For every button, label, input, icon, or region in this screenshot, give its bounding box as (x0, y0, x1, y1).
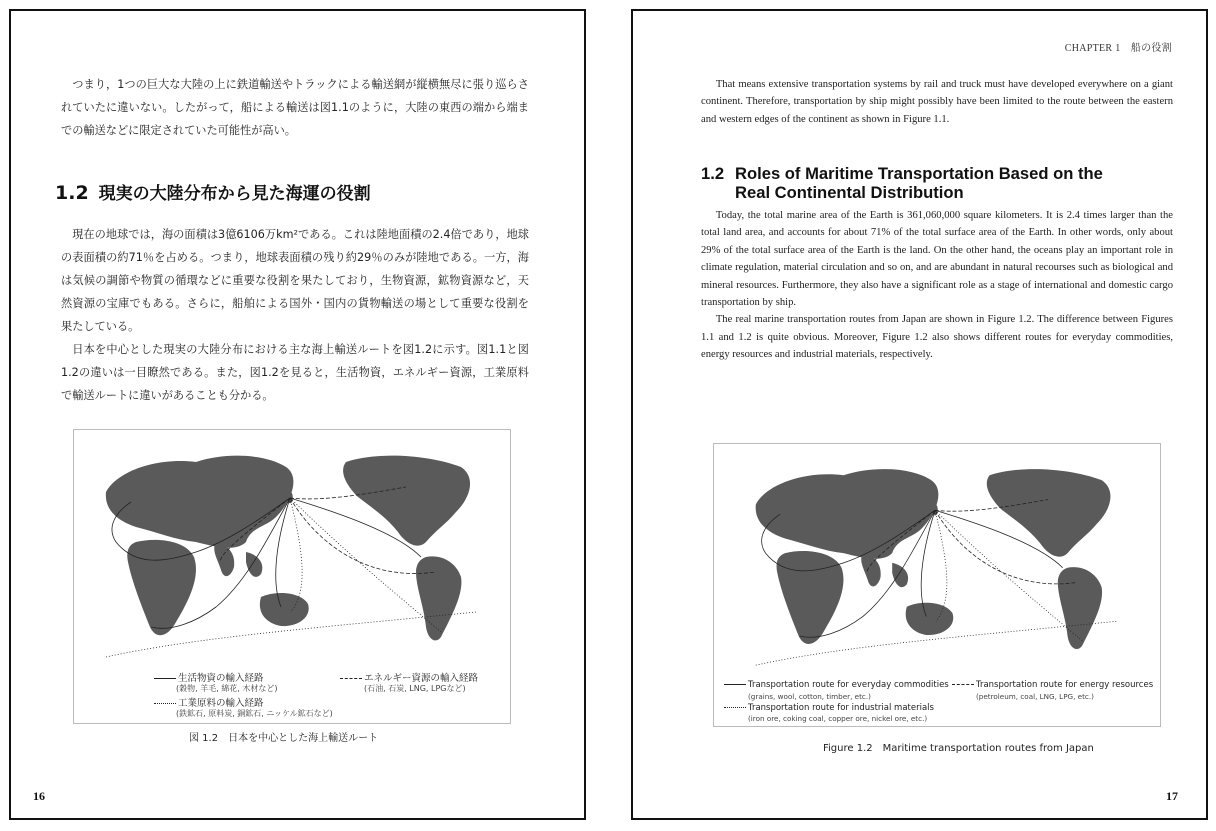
en-heading-line2: Real Continental Distribution (735, 183, 964, 202)
jp-figure-map (73, 429, 511, 724)
jp-body-text (61, 223, 529, 407)
en-figure-map (713, 443, 1161, 727)
en-paragraph-1: That means extensive transportation systems by rail and truck must have developed everywhere on a giant continent. Therefore, transportation by ship might possibly have been limited to the route between the eastern and western edges of the continent as shown in Figure 1.1. (701, 79, 1173, 125)
jp-section-heading (55, 179, 371, 204)
legend-industrial: 工業原料の輸入経路 (154, 695, 264, 709)
legend-everyday: 生活物資の輸入経路 (154, 670, 264, 684)
en-intro-paragraph (701, 76, 1173, 128)
en-body-text (701, 207, 1173, 364)
page-number: 16 (33, 789, 45, 803)
right-page (631, 9, 1208, 820)
en-paragraph-3: The real marine transportation routes from Japan are shown in Figure 1.2. The difference between Figures 1.1 and 1.2 is quite obvious. Moreover, Figure 1.2 also shows different routes for everyday commodities, energy resources and industrial materials, respectively. (701, 314, 1173, 361)
legend-energy-sub: (petroleum, coal, LNG, LPG, etc.) (976, 692, 1094, 701)
en-paragraph-2: Today, the total marine area of the Earth is 361,060,000 square kilometers. It is 2.4 times larger than the total land area, and accounts for about 71% of the total surface area of the Earth. In other words, only about 29% of the total surface area of the Earth is the land. On the other hand, the oceans play an important role in climate regulation, material circulation and so on, and are abundant in natural recourses such as biological and mineral resources. Furthermore, they also have a significant role as a stage of international and domestic cargo transportation by ship. (701, 210, 1173, 309)
jp-heading-number: 1.2 (55, 182, 89, 204)
en-figure-caption: Figure 1.2 Maritime transportation routes from Japan (823, 743, 1094, 754)
legend-industrial-sub: (iron ore, coking coal, copper ore, nickel ore, etc.) (748, 714, 928, 723)
en-heading-number: 1.2 (701, 164, 725, 183)
jp-paragraph-1: つまり，1つの巨大な大陸の上に鉄道輸送やトラックによる輸送網が縦横無尽に張り巡らされていたに違いない。したがって，船による輸送は図1.1のように，大陸の東西の端から端までの輸送などに限定されていた可能性が高い。 (61, 78, 529, 137)
left-page (9, 9, 586, 820)
legend-energy: エネルギー資源の輸入経路 (340, 670, 478, 684)
legend-everyday-sub: (grains, wool, cotton, timber, etc.) (748, 692, 871, 701)
jp-figure-caption: 図 1.2 日本を中心とした海上輸送ルート (189, 733, 379, 744)
legend-energy-sub: (石油, 石炭, LNG, LPGなど) (364, 684, 466, 693)
en-heading-line1: Roles of Maritime Transportation Based on the (735, 164, 1103, 183)
page-number: 17 (1166, 789, 1178, 803)
jp-heading-text: 現実の大陸分布から見た海運の役割 (98, 184, 371, 204)
jp-intro-paragraph (61, 73, 529, 142)
running-head: CHAPTER 1 船の役割 (1064, 43, 1172, 54)
en-section-heading (701, 164, 1171, 202)
jp-paragraph-2: 現在の地球では，海の面積は3億6106万km²である。これは陸地面積の2.4倍であり，地球の表面積の約71％を占める。つまり，地球表面積の残り約29％のみが陸地である。一方，海は気候の調節や物質の循環などに重要な役割を果たしており，生物資源，鉱物資源など，天然資源の宝庫でもある。さらに，船舶による国外・国内の貨物輸送の場として重要な役割を果たしている。 (61, 228, 529, 333)
legend-industrial-sub: (鉄鉱石, 原料炭, 銅鉱石, ニッケル鉱石など) (176, 709, 333, 718)
legend-everyday-sub: (穀物, 羊毛, 綿花, 木材など) (176, 684, 278, 693)
world-map-routes (716, 446, 1158, 672)
legend-everyday: Transportation route for everyday commodities (724, 680, 949, 690)
jp-paragraph-3: 日本を中心とした現実の大陸分布における主な海上輸送ルートを図1.2に示す。図1.1と図1.2の違いは一目瞭然である。また，図1.2を見ると，生活物資，エネルギー資源，工業原料で輸送ルートに違いがあることも分かる。 (61, 343, 529, 402)
legend-energy: Transportation route for energy resources (952, 680, 1153, 690)
world-map-routes (76, 432, 508, 664)
legend-industrial: Transportation route for industrial materials (724, 703, 934, 713)
